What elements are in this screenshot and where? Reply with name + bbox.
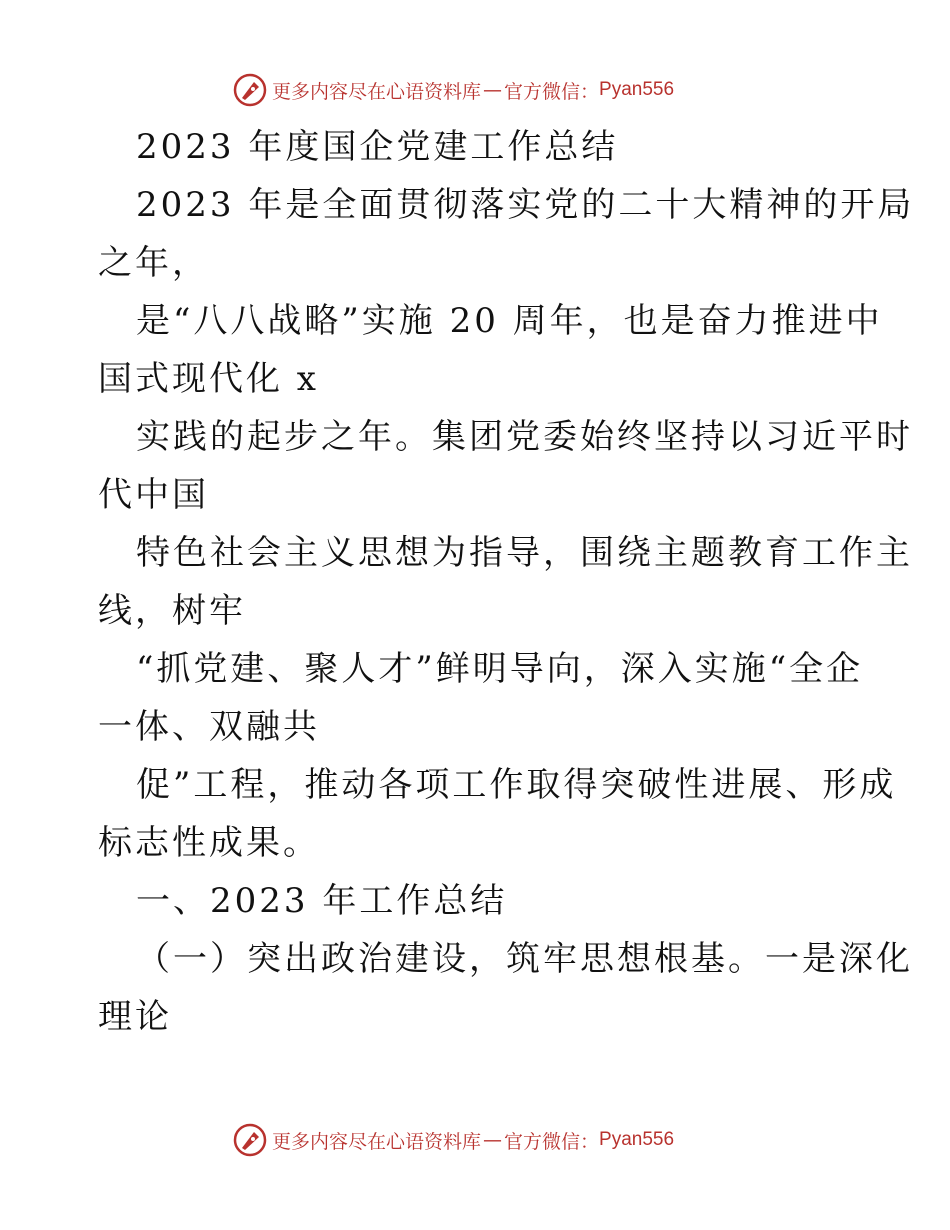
section-heading: 一、2023 年工作总结 (136, 881, 508, 921)
banner-site-text: 更多内容尽在心语资料库 (272, 1130, 482, 1153)
banner-official-label: 官方微信： (504, 80, 600, 103)
document-line: （一）突出政治建设，筑牢思想根基。一是深化 (136, 939, 913, 979)
document-line: 2023 年是全面贯彻落实党的二十大精神的开局 (136, 185, 915, 225)
document-line: 之年， (98, 243, 209, 283)
banner-official-label: 官方微信： (504, 1130, 600, 1153)
document-line: 是“八八战略”实施 20 周年，也是奋力推进中 (136, 301, 883, 341)
footer-watermark-banner (232, 1120, 674, 1160)
document-body (98, 118, 915, 1046)
document-line: 代中国 (98, 475, 209, 515)
document-line: 促”工程，推动各项工作取得突破性进展、形成 (136, 765, 897, 805)
document-line: 一体、双融共 (98, 707, 320, 747)
banner-wechat-id: Pyan556 (599, 79, 675, 100)
document-line: 理论 (98, 997, 172, 1037)
document-line: 国式现代化 x (98, 359, 319, 399)
banner-separator: — (483, 1129, 503, 1151)
header-watermark-banner (232, 70, 674, 110)
banner-wechat-id: Pyan556 (599, 1129, 675, 1150)
document-line: 特色社会主义思想为指导，围绕主题教育工作主 (136, 533, 913, 573)
banner-separator: — (483, 79, 503, 101)
document-line: 标志性成果。 (98, 823, 320, 863)
document-title: 2023 年度国企党建工作总结 (136, 127, 619, 167)
pen-nib-icon (232, 1122, 268, 1158)
document-line: “抓党建、聚人才”鲜明导向，深入实施“全企 (136, 649, 864, 689)
document-line: 实践的起步之年。集团党委始终坚持以习近平时 (136, 417, 913, 457)
banner-site-text: 更多内容尽在心语资料库 (272, 80, 482, 103)
document-line: 线，树牢 (98, 591, 246, 631)
pen-nib-icon (232, 72, 268, 108)
